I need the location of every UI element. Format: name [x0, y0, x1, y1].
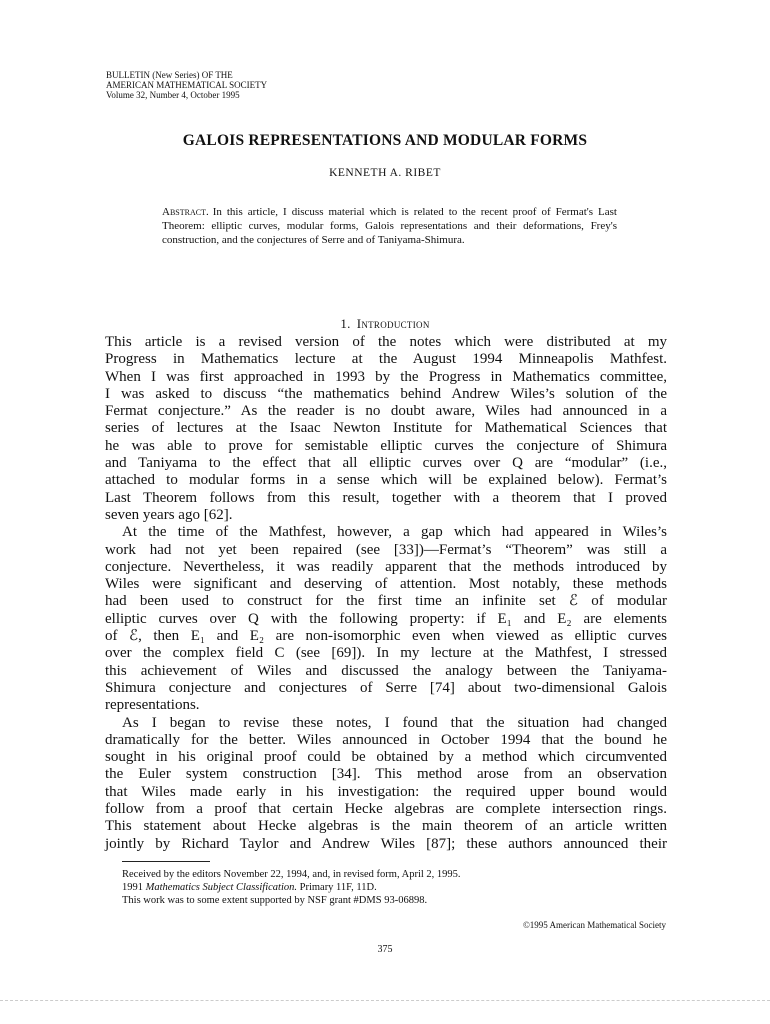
body-line: I was asked to discuss “the mathematics behind Andrew Wiles’s solution of the: [105, 385, 667, 402]
body-line: that Wiles made early in his investigation: the required upper bound would: [105, 783, 667, 800]
body-line: This article is a revised version of the notes which were distributed at my: [105, 334, 667, 350]
abstract-text: In this article, I discuss material which is related to the recent proof of Fermat's Last Theorem: elliptic curves, modular forms, Galois representations and their deformations, Frey's construction, and the conjectures of Serre and of Taniyama-Shimura.: [162, 206, 617, 246]
msc-value: Primary 11F, 11D.: [299, 882, 377, 893]
body-line: follow from a proof that certain Hecke algebras are complete intersection rings.: [105, 801, 667, 818]
body-line: sought in his original proof could be obtained by a method which circumvented: [105, 749, 667, 766]
body-line: series of lectures at the Isaac Newton Institute for Mathematical Sciences that: [105, 420, 667, 437]
body-line: over the complex field C (see [69]). In my lecture at the Mathfest, I stressed: [105, 645, 667, 662]
abstract-label: Abstract.: [162, 206, 209, 218]
author-name: KENNETH A. RIBET: [329, 167, 441, 179]
abstract: [162, 206, 617, 247]
body-line: of ℰ, then E₁ and E₂ are non-isomorphic even when viewed as elliptic curves: [105, 628, 667, 645]
section-number: 1.: [340, 316, 351, 331]
section-heading: [0, 316, 770, 332]
msc-note: [122, 881, 667, 894]
body-line: seven years ago [62].: [105, 506, 233, 523]
body-line: work had not yet been repaired (see [33])—Fermat’s “Theorem” was still a: [105, 541, 667, 558]
footnotes: [122, 868, 667, 907]
journal-line: BULLETIN (New Series) OF THE: [106, 70, 233, 80]
journal-line: AMERICAN MATHEMATICAL SOCIETY: [106, 80, 268, 90]
body-line: and Taniyama to the effect that all elliptic curves over Q are “modular” (i.e.,: [105, 455, 667, 472]
page-edge-divider: [0, 1000, 770, 1001]
body-line: When I was first approached in 1993 by the Progress in Mathematics committee,: [105, 368, 667, 385]
body-line: Last Theorem follows from this result, together with a theorem that I proved: [105, 489, 667, 506]
body-line: This statement about Hecke algebras is the main theorem of an article written: [105, 818, 667, 835]
body-line: attached to modular forms in a sense which will be explained below). Fermat’s: [105, 472, 667, 489]
body-line: representations.: [105, 697, 200, 714]
body-line: elliptic curves over Q with the following property: if E₁ and E₂ are elements: [105, 610, 667, 627]
page-number: 375: [377, 944, 393, 955]
journal-line: Volume 32, Number 4, October 1995: [106, 90, 240, 100]
paper-title: GALOIS REPRESENTATIONS AND MODULAR FORMS: [182, 132, 588, 149]
body-line: At the time of the Mathfest, however, a gap which had appeared in Wiles’s: [122, 524, 667, 541]
body-line: this achievement of Wiles and discussed the analogy between the Taniyama-: [105, 662, 667, 679]
copyright-notice: ©1995 American Mathematical Society: [522, 920, 666, 930]
body-line: As I began to revise these notes, I found that the situation had changed: [122, 714, 667, 731]
body-line: Fermat conjecture.” As the reader is no doubt aware, Wiles had announced in a: [105, 403, 667, 420]
received-note: Received by the editors November 22, 1994, and, in revised form, April 2, 1995.: [122, 869, 461, 880]
footnote-rule: [122, 861, 210, 862]
journal-header: [106, 70, 267, 100]
body-line: had been used to construct for the first time an infinite set ℰ of modular: [105, 593, 667, 610]
body-line: conjecture. Nevertheless, it was readily apparent that the methods introduced by: [105, 558, 667, 575]
body-line: dramatically for the better. Wiles announced in October 1994 that the bound he: [105, 731, 667, 748]
body-text: [105, 334, 667, 853]
body-line: Progress in Mathematics lecture at the August 1994 Minneapolis Mathfest.: [105, 351, 667, 368]
support-note: This work was to some extent supported by NSF grant #DMS 93-06898.: [122, 895, 428, 906]
body-line: Wiles were significant and deserving of attention. Most notably, these methods: [105, 576, 667, 593]
msc-year: 1991: [122, 882, 143, 893]
body-line: jointly by Richard Taylor and Andrew Wiles [87]; these authors announced their: [105, 835, 667, 852]
section-name: Introduction: [356, 316, 430, 331]
body-line: Shimura conjecture and conjectures of Serre [74] about two-dimensional Galois: [105, 679, 667, 696]
body-line: he was able to prove for semistable elliptic curves the conjecture of Shimura: [105, 437, 667, 454]
msc-label: Mathematics Subject Classification.: [145, 882, 297, 893]
body-line: the Euler system construction [34]. This method arose from an observation: [105, 766, 667, 783]
